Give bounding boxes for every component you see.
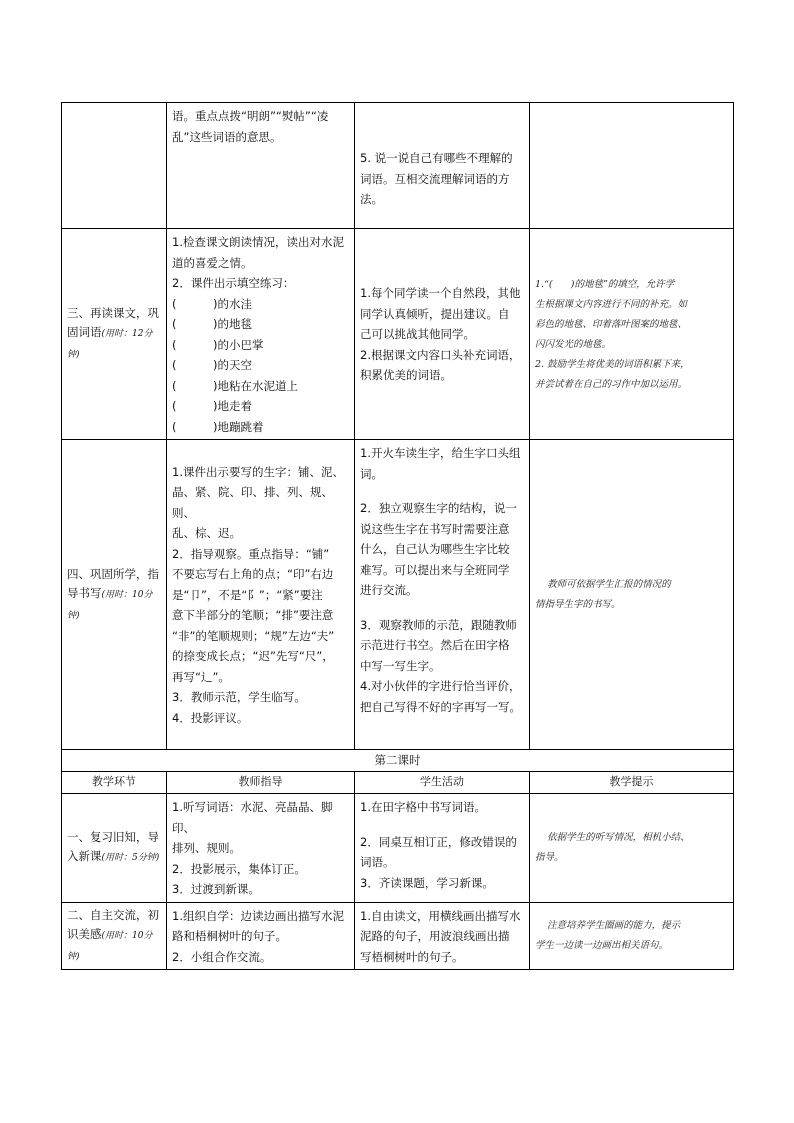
- cell-line: 4．投影评议。: [172, 710, 249, 725]
- cell-line: 2．同桌互相订正，修改错误的: [360, 834, 517, 849]
- student-activity-cell: [355, 902, 530, 970]
- cell-line: [360, 601, 524, 615]
- stage-cell: [62, 103, 167, 229]
- teaching-tip-cell: [530, 103, 734, 229]
- cell-line: 2．课件出示填空练习：: [172, 276, 295, 290]
- cell-line: 不要忘写右上角的点；“印”右边: [172, 567, 334, 582]
- cell-line: [360, 106, 524, 120]
- cell-line: 词语。互相交流理解词语的方: [360, 171, 510, 186]
- student-activity-cell: [355, 440, 530, 750]
- cell-line: 同学认真倾听，提出建议。自: [360, 306, 510, 321]
- cell-line: 1.检查课文朗读情况，读出对水泥: [172, 235, 344, 249]
- teacher-guidance-cell: [167, 902, 355, 970]
- cell-line: 说这些生字在书写时需要注意: [360, 521, 510, 536]
- table-row-session-title: [62, 750, 734, 772]
- cell-line: 词。: [360, 466, 383, 481]
- student-activity-cell: [355, 794, 530, 903]
- cell-line: 意下半部分的笔顺；“排”要注意: [172, 608, 334, 623]
- table-row-self-study: [62, 902, 734, 970]
- cell-line: [360, 818, 524, 832]
- cell-line: 进行交流。: [360, 583, 418, 597]
- header-tip: 教学提示: [530, 772, 734, 794]
- cell-line: 1.每个同学读一个自然段，其他: [360, 286, 521, 301]
- cell-line: 指导。: [535, 852, 564, 864]
- stage-title: 四、巩固所学，指导书写: [67, 566, 159, 600]
- cell-line: 1.听写词语：水泥、亮晶晶、脚印、: [172, 800, 333, 835]
- cell-line: ( )的水洼: [172, 296, 253, 311]
- student-activity-cell: [355, 229, 530, 440]
- cell-line: 2．小组合作交流。: [172, 949, 272, 964]
- cell-line: 5. 说一说自己有哪些不理解的: [360, 151, 513, 165]
- stage-time: (用时：10分钟): [67, 930, 153, 962]
- stage-time: (用时：10分钟): [67, 589, 153, 621]
- cell-line: 写梧桐树叶的句子。: [360, 949, 464, 964]
- cell-line: ( )地蹦跳着: [172, 419, 264, 434]
- teaching-tip-cell: [530, 229, 734, 440]
- cell-line: 1.开火车读生字，给生字口头组: [360, 446, 521, 460]
- cell-line: 1.组织自学：边读边画出描写水泥: [172, 908, 344, 923]
- cell-line: 2．指导观察。重点指导：“铺”: [172, 546, 330, 561]
- cell-line: 教师可依据学生汇报的情况的: [535, 579, 671, 590]
- cell-line: 示范进行书空。然后在田字格: [360, 638, 510, 652]
- cell-line: 中写一写生字。: [360, 658, 441, 673]
- cell-line: 路和梧桐树叶的句子。: [172, 929, 287, 943]
- cell-line: 是“卩”，不是“阝”；“紧”要注: [172, 587, 323, 602]
- teaching-tip-cell: [530, 794, 734, 903]
- cell-line: 的捺变成长点；“迟”先写“尺”，: [172, 649, 334, 664]
- cell-line: 1.自由读文，用横线画出描写水: [360, 908, 521, 923]
- header-teacher: 教师指导: [167, 772, 355, 794]
- cell-line: [360, 120, 524, 134]
- teacher-guidance-cell: [167, 103, 355, 229]
- cell-line: ( )的天空: [172, 358, 253, 372]
- teacher-guidance-cell: [167, 440, 355, 750]
- cell-line: 闪闪发光的地毯。: [535, 338, 612, 350]
- cell-line: 1.“( )的地毯”的填空，允许学: [535, 278, 675, 290]
- cell-line: 并尝试着在自己的习作中加以运用。: [535, 378, 688, 390]
- cell-line: 排列、规则。: [172, 841, 241, 855]
- cell-line: 1.在田字格中书写词语。: [360, 800, 486, 814]
- stage-cell: [62, 902, 167, 970]
- stage-time: (用时：12分钟): [67, 329, 153, 360]
- cell-line: 2．投影展示，集体订正。: [172, 861, 306, 876]
- cell-line: ( )的小巴掌: [172, 337, 264, 352]
- lesson-plan-table: [61, 102, 734, 970]
- cell-line: 什么，自己认为哪些生字比较: [360, 542, 510, 556]
- stage-title: 一、复习旧知，导入新课: [67, 830, 159, 864]
- table-row-review: [62, 794, 734, 903]
- cell-line: ( )地走着: [172, 399, 253, 413]
- cell-line: 泥路的句子，用波浪线画出描: [360, 929, 510, 943]
- cell-line: ( )的地毯: [172, 317, 253, 331]
- header-student: 学生活动: [355, 772, 530, 794]
- cell-line: 词语。: [360, 855, 395, 869]
- cell-line: 2.根据课文内容口头补充词语，: [360, 347, 521, 362]
- cell-line: 4.对小伙伴的字进行恰当评价，: [360, 679, 521, 693]
- session-title: 第二课时: [62, 750, 734, 772]
- cell-line: “非”的笔顺规则；“规”左边“夫”: [172, 628, 335, 643]
- cell-line: 3．过渡到新课。: [172, 882, 260, 896]
- cell-line: 2. 鼓励学生将优美的词语积累下来，: [535, 358, 690, 370]
- cell-line: 1.课件出示要写的生字：铺、泥、: [172, 464, 344, 479]
- cell-line: 乱、棕、迟。: [172, 526, 241, 541]
- cell-line: 难写。可以提出来与全班同学: [360, 562, 510, 577]
- teaching-tip-cell: [530, 440, 734, 750]
- cell-line: 情指导生字的书写。: [535, 599, 621, 610]
- table-header-row: [62, 772, 734, 794]
- cell-line: 道的喜爱之情。: [172, 255, 253, 270]
- cell-line: 语。重点点拨“明朗”“熨帖”“凌: [172, 109, 329, 123]
- header-stage: 教学环节: [62, 772, 167, 794]
- cell-line: 己可以挑战其他同学。: [360, 327, 475, 342]
- student-activity-cell: [355, 103, 530, 229]
- stage-cell: [62, 794, 167, 903]
- lesson-plan-body: [62, 103, 734, 970]
- teacher-guidance-cell: [167, 794, 355, 903]
- teaching-tip-cell: [530, 902, 734, 970]
- cell-line: ( )地粘在水泥道上: [172, 378, 299, 393]
- cell-line: 法。: [360, 192, 383, 206]
- stage-time: (用时：5分钟): [101, 853, 160, 864]
- cell-line: 乱”这些词语的意思。: [172, 129, 282, 144]
- cell-line: 3．观察教师的示范，跟随教师: [360, 617, 517, 632]
- stage-title: 三、再读课文，巩固词语: [67, 306, 159, 339]
- cell-line: 3．齐读课题，学习新课。: [360, 875, 494, 890]
- table-row-continuation: [62, 103, 734, 229]
- table-row-consolidate-writing: [62, 440, 734, 750]
- cell-line: 再写“辶”。: [172, 669, 230, 684]
- teacher-guidance-cell: [167, 229, 355, 440]
- cell-line: 学生一边读一边画出相关语句。: [535, 940, 669, 952]
- cell-line: 2．独立观察生字的结构，说一: [360, 501, 517, 515]
- cell-line: [360, 134, 524, 148]
- cell-line: [360, 484, 524, 498]
- cell-line: 3．教师示范，学生临写。: [172, 690, 306, 705]
- cell-line: 彩色的地毯、印着落叶图案的地毯、: [535, 318, 688, 330]
- cell-line: 依据学生的听写情况，相机小结、: [535, 832, 690, 844]
- cell-line: 积累优美的词语。: [360, 368, 452, 383]
- cell-line: 晶、紧、院、印、排、列、规、则、: [172, 485, 333, 520]
- stage-cell: [62, 440, 167, 750]
- stage-cell: [62, 229, 167, 440]
- cell-line: 生根据课文内容进行不同的补充。如: [535, 298, 688, 310]
- cell-line: 把自己写得不好的字再写一写。: [360, 699, 521, 714]
- stage-title: 二、自主交流，初识美感: [67, 907, 159, 941]
- table-row-reread-text: [62, 229, 734, 440]
- cell-line: 注意培养学生圈画的能力，提示: [535, 920, 681, 932]
